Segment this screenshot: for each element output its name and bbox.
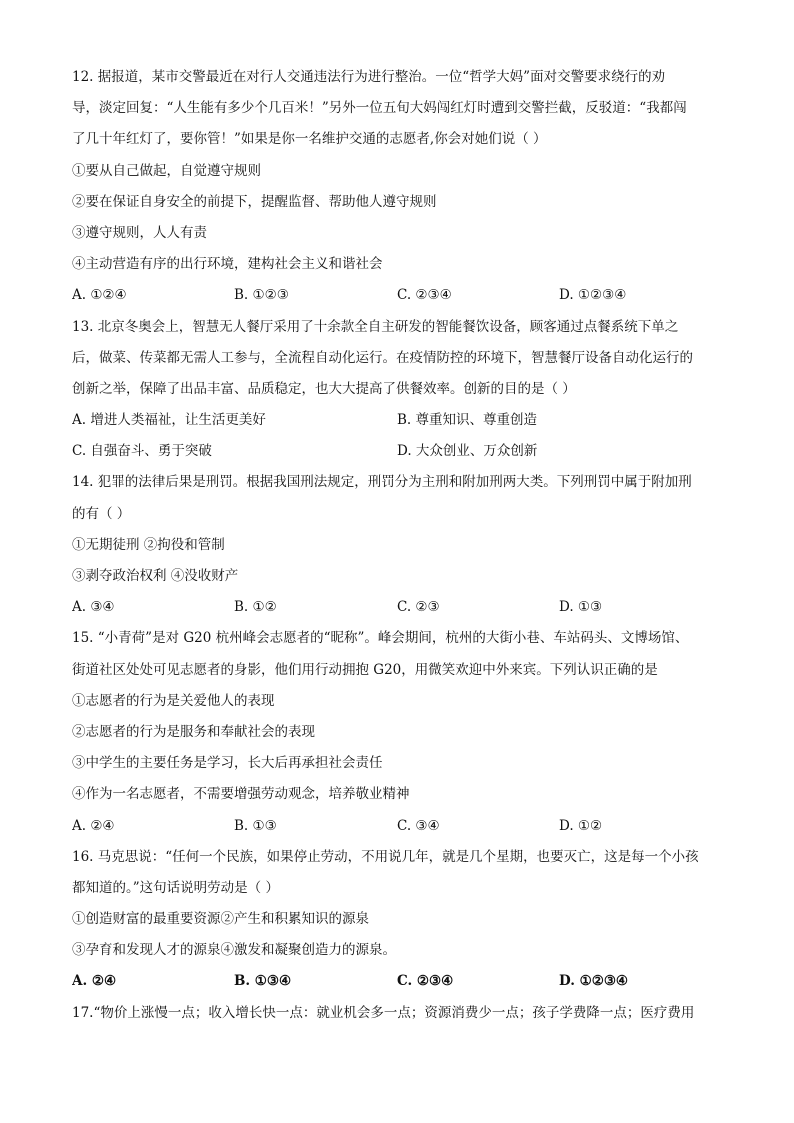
option-d: D. 大众创业、万众创新 — [397, 443, 538, 460]
option-a: A. ②④ — [72, 817, 115, 834]
question-stem-line: 都知道的。”这句话说明劳动是（ ） — [72, 879, 279, 896]
statement-item: ①无期徒刑 ②拘役和管制 — [72, 536, 225, 553]
option-d: D. ①② — [559, 817, 603, 834]
answer-options — [72, 436, 722, 467]
question-stem-line: 了几十年红灯了，要你管！”如果是你一名维护交通的志愿者,你会对她们说（ ） — [72, 131, 547, 148]
option-c: C. ②③④ — [397, 973, 454, 990]
statement-item: ④作为一名志愿者，不需要增强劳动观念，培养敬业精神 — [72, 786, 410, 803]
question-stem-line: 后，做菜、传菜都无需人工参与，全流程自动化运行。在疫情防控的环境下，智慧餐厅设备自动化运行的 — [72, 349, 693, 366]
statement-item: ①志愿者的行为是关爱他人的表现 — [72, 692, 275, 709]
question-stem-line: 17.“物价上涨慢一点；收入增长快一点：就业机会多一点；资源消费少一点；孩子学费降一点；医疗费用 — [72, 1004, 695, 1021]
statement-item: ①创造财富的最重要资源②产生和积累知识的源泉 — [72, 911, 369, 928]
question-14 — [72, 467, 722, 623]
statement-item: ①要从自己做起，自觉遵守规则 — [72, 162, 261, 179]
option-c: C. 自强奋斗、勇于突破 — [72, 443, 212, 460]
answer-options — [72, 592, 722, 623]
question-13 — [72, 312, 722, 468]
answer-options — [72, 280, 722, 311]
question-stem-line: 街道社区处处可见志愿者的身影，他们用行动拥抱 G20，用微笑欢迎中外来宾。下列认识正确的是 — [72, 661, 658, 678]
option-b: B. ①② — [234, 599, 277, 616]
question-stem-line: 16. 马克思说：“任何一个民族，如果停止劳动，不用说几年，就是几个星期，也要灭亡，这是每一个小孩 — [72, 848, 699, 865]
question-stem-line: 15. “小青荷”是对 G20 杭州峰会志愿者的“昵称”。峰会期间，杭州的大街小巷、车站码头、文博场馆、 — [72, 630, 689, 647]
answer-options — [72, 811, 722, 842]
question-stem-line: 12. 据报道，某市交警最近在对行人交通违法行为进行整治。一位“哲学大妈”面对交警要求绕行的劝 — [72, 69, 666, 85]
option-a: A. 增进人类福祉，让生活更美好 — [72, 412, 266, 429]
option-b: B. ①②③ — [234, 287, 289, 304]
statement-item: ②要在保证自身安全的前提下，提醒监督、帮助他人遵守规则 — [72, 193, 437, 210]
option-a: A. ②④ — [72, 973, 117, 990]
option-c: C. ②③④ — [397, 287, 452, 304]
option-d: D. ①②③④ — [559, 973, 629, 990]
question-stem-line: 14. 犯罪的法律后果是刑罚。根据我国刑法规定，刑罚分为主刑和附加刑两大类。下列刑罚中属于附加刑 — [72, 474, 692, 491]
statement-item: ③中学生的主要任务是学习，长大后再承担社会责任 — [72, 755, 383, 772]
question-stem-line: 13. 北京冬奥会上，智慧无人餐厅采用了十余款全自主研发的智能餐饮设备，顾客通过点餐系统下单之 — [72, 318, 679, 335]
option-b: B. ①③④ — [234, 973, 292, 990]
option-d: D. ①②③④ — [559, 287, 627, 304]
exam-page — [72, 62, 722, 1029]
option-b: B. 尊重知识、尊重创造 — [397, 412, 538, 429]
option-d: D. ①③ — [559, 599, 603, 616]
question-17 — [72, 998, 722, 1029]
question-stem-line: 的有（ ） — [72, 505, 131, 522]
statement-item: ②志愿者的行为是服务和奉献社会的表现 — [72, 723, 315, 740]
statement-item: ③遵守规则，人人有责 — [72, 224, 207, 241]
statement-item: ③剥夺政治权利 ④没收财产 — [72, 568, 239, 584]
option-a: A. ③④ — [72, 599, 115, 616]
option-c: C. ③④ — [397, 817, 440, 834]
question-stem-line: 导，淡定回复：“人生能有多少个几百米！”另外一位五旬大妈闯红灯时遭到交警拦截，反驳道：“我都闯 — [72, 100, 687, 117]
answer-options — [72, 966, 722, 997]
option-b: B. ①③ — [234, 817, 277, 834]
question-12 — [72, 62, 722, 312]
option-c: C. ②③ — [397, 599, 440, 616]
option-a: A. ①②④ — [72, 287, 127, 304]
question-15 — [72, 623, 722, 841]
answer-options — [72, 405, 722, 436]
statement-item: ③孕育和发现人才的源泉④激发和凝聚创造力的源泉。 — [72, 942, 396, 959]
question-16 — [72, 842, 722, 998]
question-stem-line: 创新之举，保障了出品丰富、品质稳定，也大大提高了供餐效率。创新的目的是（ ） — [72, 380, 576, 397]
statement-item: ④主动营造有序的出行环境，建构社会主义和谐社会 — [72, 256, 383, 273]
